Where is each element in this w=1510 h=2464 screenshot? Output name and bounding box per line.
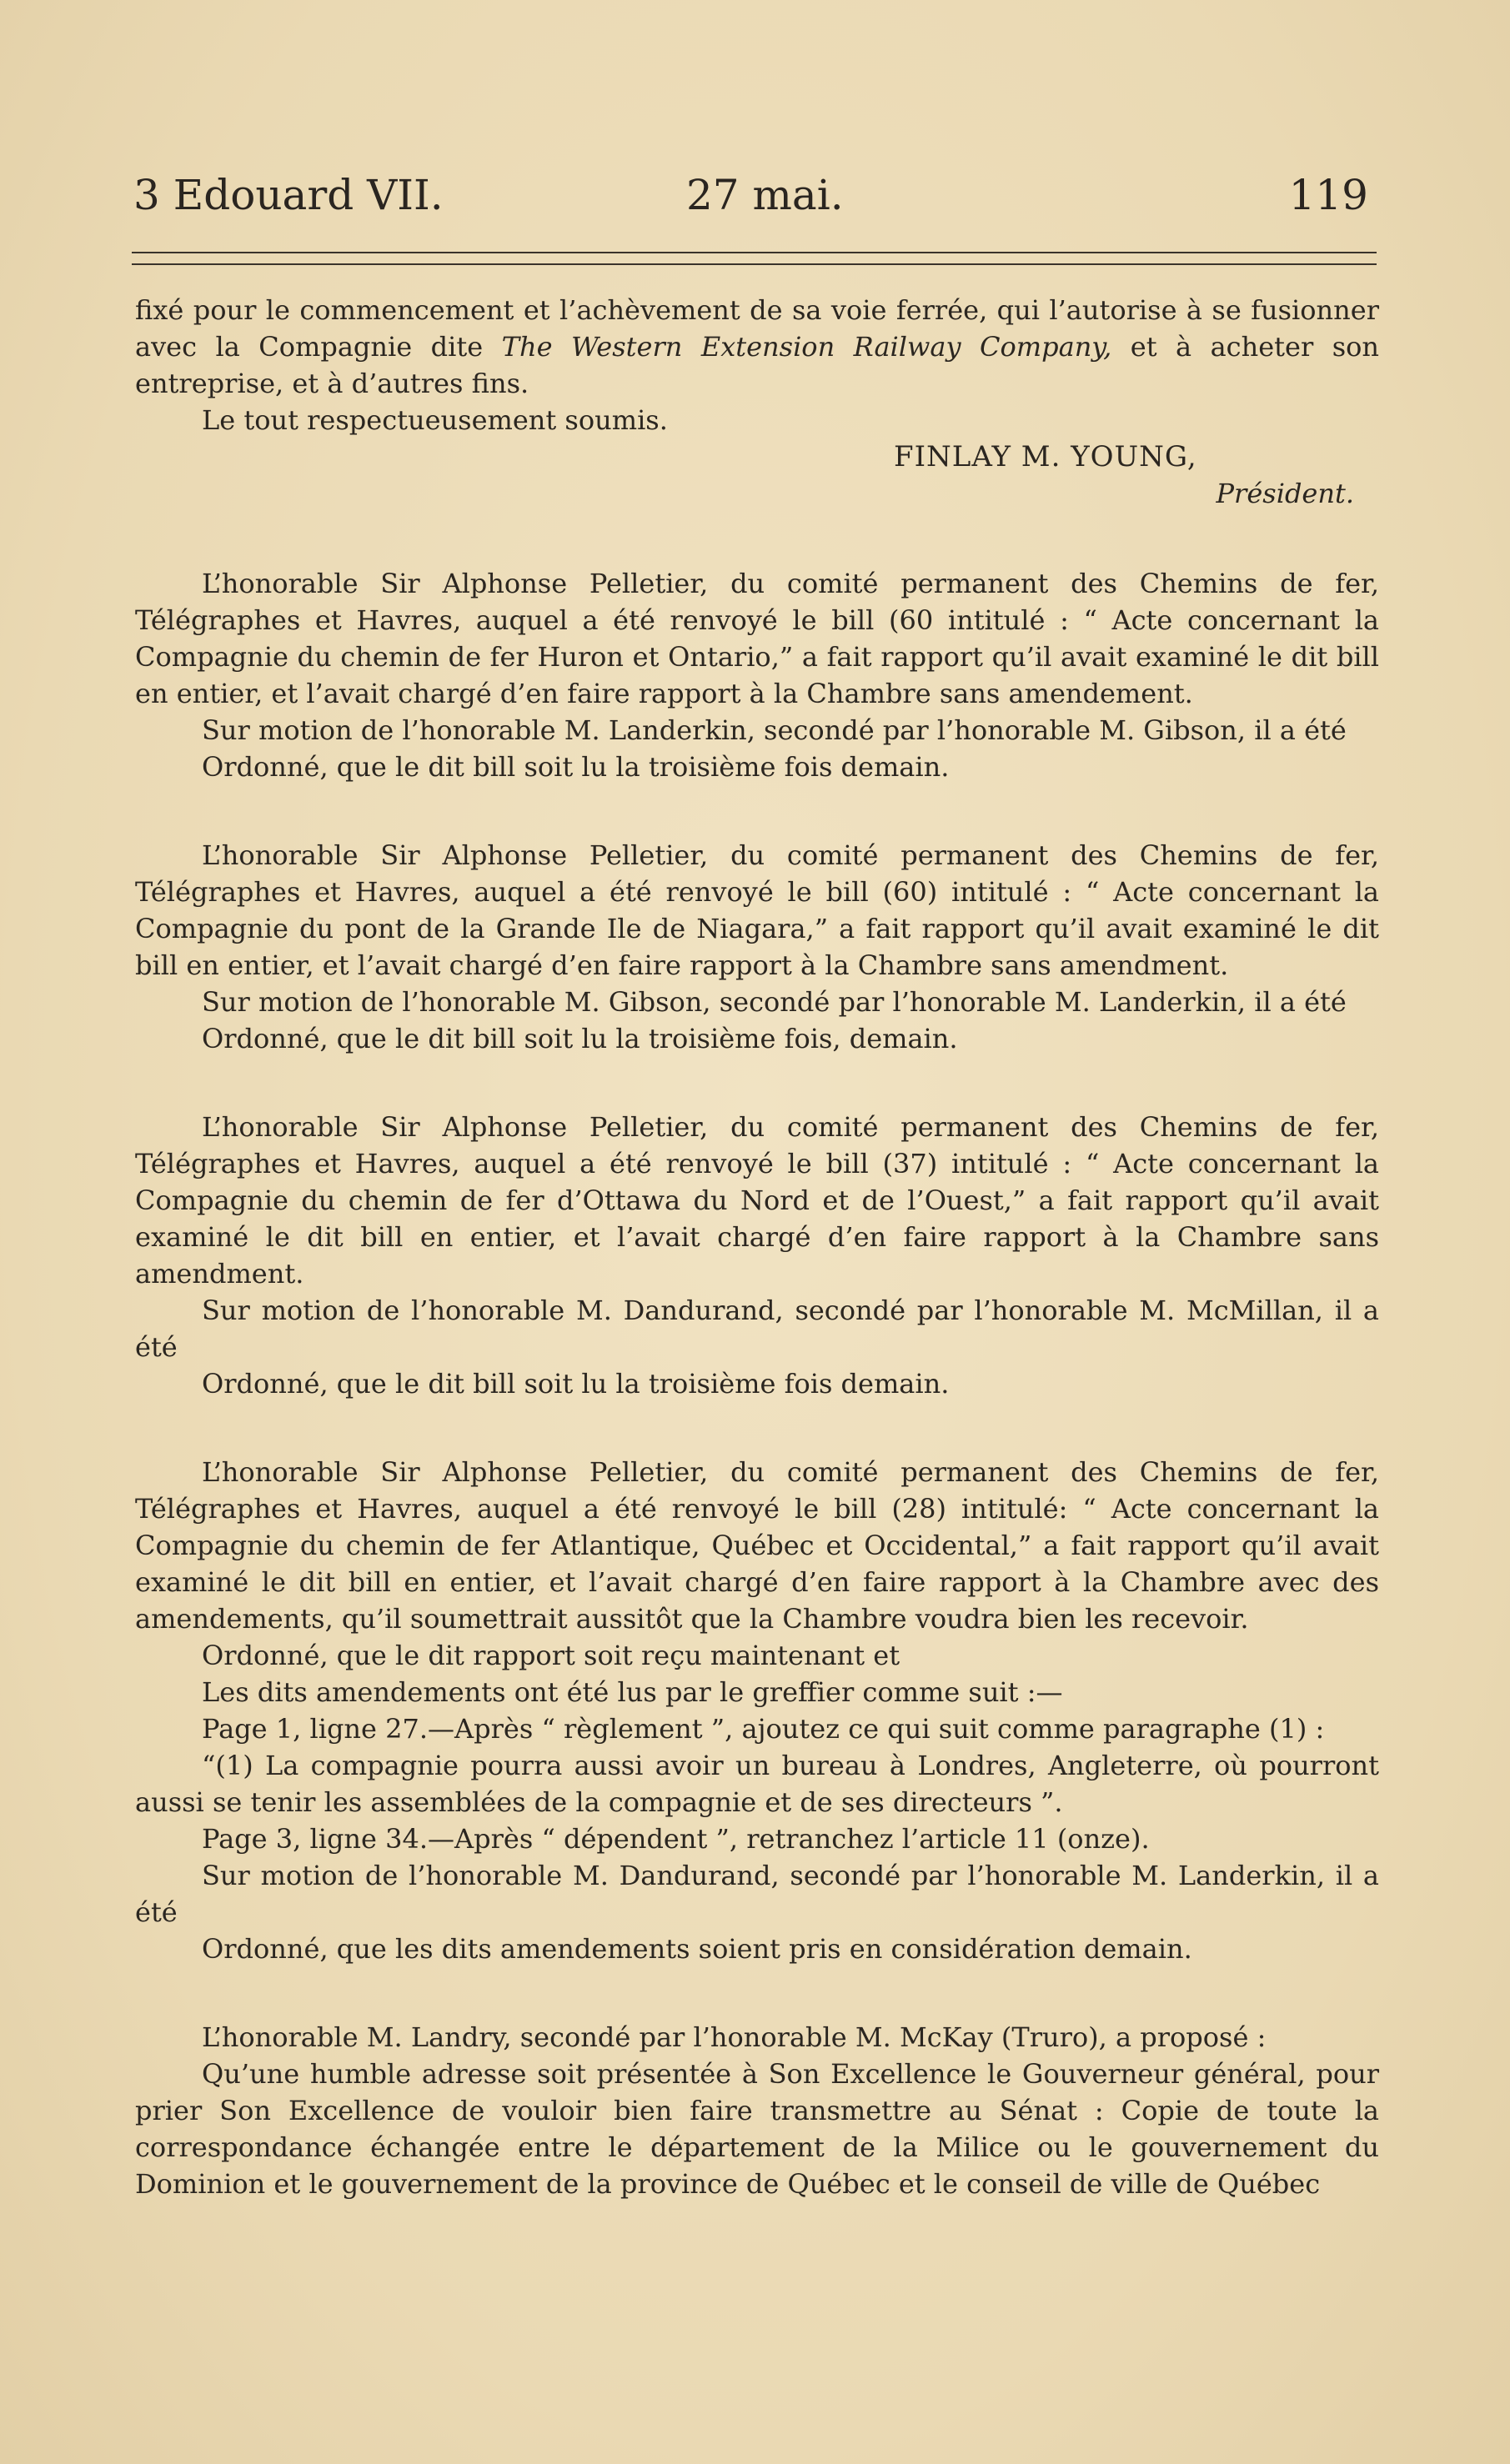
- paragraph: Page 3, ligne 34.—Après “ dépendent ”, retranchez l’article 11 (onze).: [202, 1823, 1150, 1855]
- paragraph: Ordonné, que le dit bill soit lu la troisième fois, demain.: [202, 1023, 958, 1054]
- header-page-number: 119: [1288, 171, 1368, 219]
- paragraph: Ordonné, que les dits amendements soient pris en considération demain.: [202, 1933, 1192, 1965]
- header-rule: [132, 252, 1377, 253]
- paragraph: “(1) La compagnie pourra aussi avoir un bureau à Londres, Angleterre, où pourront aussi se tenir les assemblées de la compagnie et de ses directeurs ”.: [135, 1750, 1379, 1818]
- paragraph: L’honorable Sir Alphonse Pelletier, du comité permanent des Chemins de fer, Télégraphes et Havres, auquel a été renvoyé le bill (60 intitulé : “ Acte concernant la Compagnie du chemin de fer Huron et Ontario,” a fait rapport qu’il avait examiné le dit bill en entier, et l’avait chargé d’en faire rapport à la Chambre sans amendement.: [135, 568, 1379, 709]
- paragraph: Sur motion de l’honorable M. Dandurand, secondé par l’honorable M. McMillan, il a été: [135, 1295, 1379, 1363]
- paragraph: L’honorable M. Landry, secondé par l’honorable M. McKay (Truro), a proposé :: [202, 2021, 1267, 2053]
- paragraph: fixé pour le commencement et l’achèvement de sa voie ferrée, qui l’autorise à se fusionner avec la Compagnie dite The Western Extension Railway Company, et à acheter son entreprise, et à d’autres fins.: [135, 294, 1380, 399]
- paragraph: Qu’une humble adresse soit présentée à Son Excellence le Gouverneur général, pour prier Son Excellence de vouloir bien faire transmettre au Sénat : Copie de toute la correspondance échangée entre le département de la Milice ou le gouvernement du Dominion et le gouvernement de la province de Québec et le conseil de ville de Québec: [135, 2058, 1379, 2200]
- page-header: [133, 171, 1368, 229]
- paragraph: L’honorable Sir Alphonse Pelletier, du comité permanent des Chemins de fer, Télégraphes et Havres, auquel a été renvoyé le bill (28) intitulé: “ Acte concernant la Compagnie du chemin de fer Atlantique, Québec et Occidental,” a fait rapport qu’il avait examiné le dit bill en entier, et l’avait chargé d’en faire rapport à la Chambre avec des amendements, qu’il soumettrait aussitôt que la Chambre voudra bien les recevoir.: [135, 1456, 1379, 1635]
- paragraph: Sur motion de l’honorable M. Gibson, secondé par l’honorable M. Landerkin, il a été: [202, 986, 1347, 1018]
- header-regnal-year: 3 Edouard VII.: [133, 171, 444, 219]
- paragraph: Le tout respectueusement soumis.: [202, 404, 668, 436]
- signatory-name: FINLAY M. YOUNG,: [894, 440, 1197, 473]
- paragraph: L’honorable Sir Alphonse Pelletier, du comité permanent des Chemins de fer, Télégraphes et Havres, auquel a été renvoyé le bill (37) intitulé : “ Acte concernant la Compagnie du chemin de fer d’Ottawa du Nord et de l’Ouest,” a fait rapport qu’il avait examiné le dit bill en entier, et l’avait chargé d’en faire rapport à la Chambre sans amendment.: [135, 1111, 1379, 1290]
- paragraph: Sur motion de l’honorable M. Dandurand, secondé par l’honorable M. Landerkin, il a été: [135, 1860, 1379, 1928]
- paragraph: Sur motion de l’honorable M. Landerkin, secondé par l’honorable M. Gibson, il a été: [202, 714, 1347, 746]
- paragraph: Les dits amendements ont été lus par le greffier comme suit :—: [202, 1676, 1063, 1708]
- header-rule: [132, 263, 1377, 265]
- paragraph: L’honorable Sir Alphonse Pelletier, du comité permanent des Chemins de fer, Télégraphes et Havres, auquel a été renvoyé le bill (60) intitulé : “ Acte concernant la Compagnie du pont de la Grande Ile de Niagara,” a fait rapport qu’il avait examiné le dit bill en entier, et l’avait chargé d’en faire rapport à la Chambre sans amendment.: [135, 839, 1379, 981]
- paragraph: Page 1, ligne 27.—Après “ règlement ”, ajoutez ce qui suit comme paragraphe (1) :: [202, 1713, 1325, 1745]
- paragraph: Ordonné, que le dit bill soit lu la troisième fois demain.: [202, 751, 950, 783]
- paragraph: Ordonné, que le dit bill soit lu la troisième fois demain.: [202, 1368, 950, 1400]
- page-body: [135, 292, 1379, 2202]
- paragraph: Ordonné, que le dit rapport soit reçu maintenant et: [202, 1640, 900, 1671]
- signature-block: [135, 438, 1379, 513]
- header-date: 27 mai.: [686, 171, 844, 219]
- signatory-title: Président.: [1216, 478, 1354, 509]
